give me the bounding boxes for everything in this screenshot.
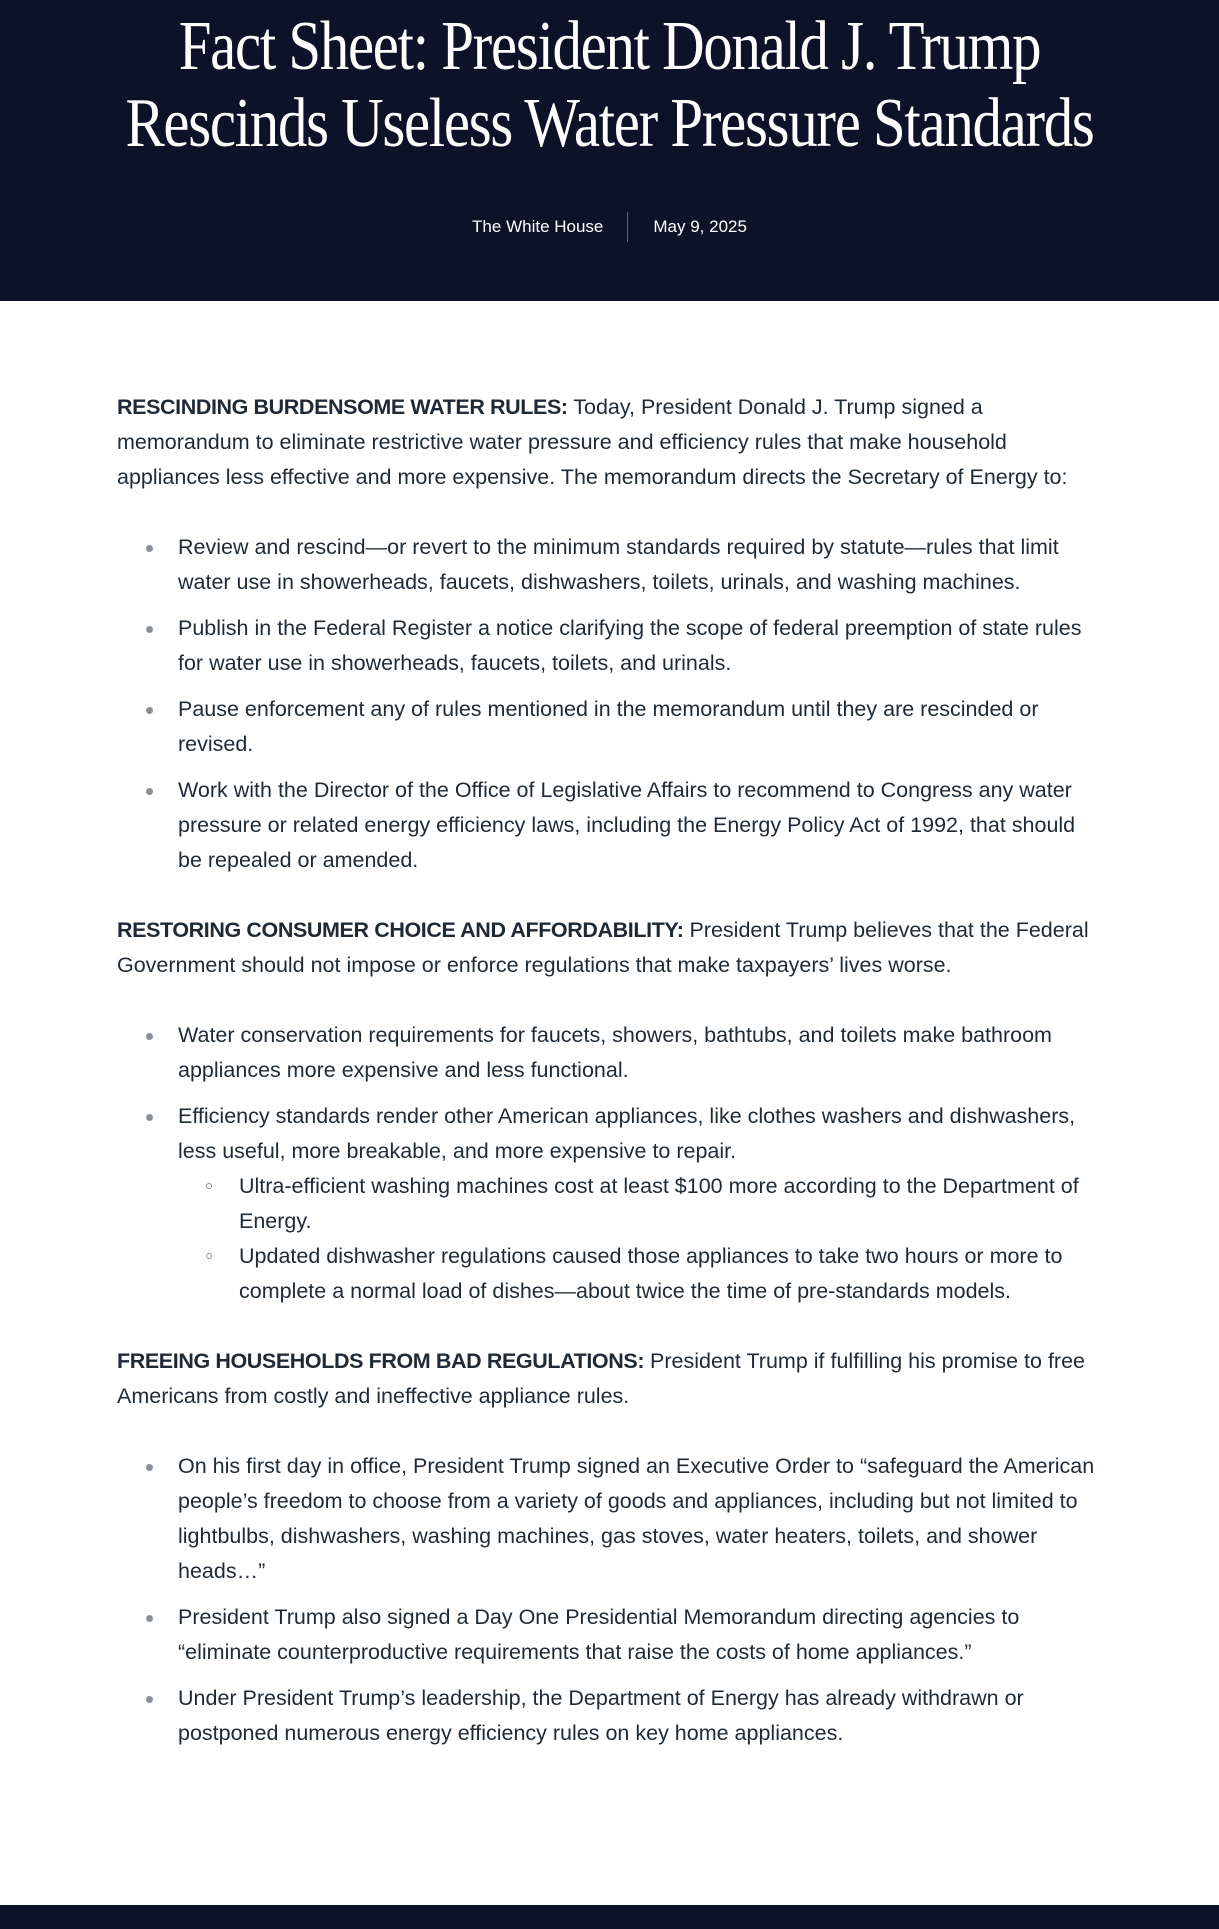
list-item: President Trump also signed a Day One Presidential Memorandum directing agencies to “eliminate counterproductive requirements that raise the costs of home appliances.”	[178, 1600, 1097, 1670]
author-link[interactable]: The White House	[472, 217, 604, 236]
section-text-restoring: President Trump believes that the Federal Government should not impose or enforce regulations that make taxpayers’ lives worse.	[117, 918, 1089, 977]
section-text-freeing: President Trump if fulfilling his promise to free Americans from costly and ineffective appliance rules.	[117, 1349, 1086, 1408]
list-item: Water conservation requirements for faucets, showers, bathtubs, and toilets make bathroom appliances more expensive and less functional.	[178, 1018, 1097, 1088]
sub-list-item: Updated dishwasher regulations caused those appliances to take two hours or more to complete a normal load of dishes—about twice the time of pre-standards models.	[239, 1239, 1097, 1309]
list-item: Publish in the Federal Register a notice clarifying the scope of federal preemption of state rules for water use in showerheads, faucets, toilets, and urinals.	[178, 611, 1097, 681]
hero-header	[0, 0, 1219, 301]
list-item: Work with the Director of the Office of Legislative Affairs to recommend to Congress any water pressure or related energy efficiency laws, including the Energy Policy Act of 1992, that should be repealed or amended.	[178, 773, 1097, 878]
bullet-list-restoring	[117, 1018, 1097, 1309]
sub-bullet-list	[178, 1169, 1097, 1309]
section-lead-rescinding: RESCINDING BURDENSOME WATER RULES:	[117, 395, 568, 419]
section-paragraph-restoring	[117, 913, 1097, 983]
page-title-line-1: Fact Sheet: President Donald J. Trump	[178, 8, 1041, 85]
sub-list-item: Ultra-efficient washing machines cost at least $100 more according to the Department of Energy.	[239, 1169, 1097, 1239]
article-meta	[0, 212, 1219, 242]
list-item: Review and rescind—or revert to the minimum standards required by statute—rules that limit water use in showerheads, faucets, dishwashers, toilets, urinals, and washing machines.	[178, 530, 1097, 600]
page-title	[98, 8, 1122, 162]
section-lead-freeing: FREEING HOUSEHOLDS FROM BAD REGULATIONS:	[117, 1349, 645, 1373]
bullet-list-rescinding	[117, 530, 1097, 878]
section-text-rescinding: Today, President Donald J. Trump signed a memorandum to eliminate restrictive water pressure and efficiency rules that make household appliances less effective and more expensive. The memorandum directs the Secretary of Energy to:	[117, 395, 1068, 489]
page-title-line-2: Rescinds Useless Water Pressure Standards	[125, 85, 1094, 162]
list-item	[178, 1099, 1097, 1309]
list-item: On his first day in office, President Trump signed an Executive Order to “safeguard the American people’s freedom to choose from a variety of goods and appliances, including but not limited to lightbulbs, dishwashers, washing machines, gas stoves, water heaters, toilets, and shower heads…”	[178, 1449, 1097, 1589]
section-lead-restoring: RESTORING CONSUMER CHOICE AND AFFORDABILITY:	[117, 918, 684, 942]
bullet-list-freeing	[117, 1449, 1097, 1751]
section-paragraph-rescinding	[117, 390, 1097, 495]
list-item-text: Efficiency standards render other American appliances, like clothes washers and dishwashers, less useful, more breakable, and more expensive to repair.	[178, 1104, 1076, 1163]
list-item: Under President Trump’s leadership, the Department of Energy has already withdrawn or postponed numerous energy efficiency rules on key home appliances.	[178, 1681, 1097, 1751]
footer-band	[0, 1905, 1219, 1929]
publish-date: May 9, 2025	[653, 217, 747, 236]
section-paragraph-freeing	[117, 1344, 1097, 1414]
article-body	[117, 390, 1097, 1786]
list-item: Pause enforcement any of rules mentioned in the memorandum until they are rescinded or revised.	[178, 692, 1097, 762]
